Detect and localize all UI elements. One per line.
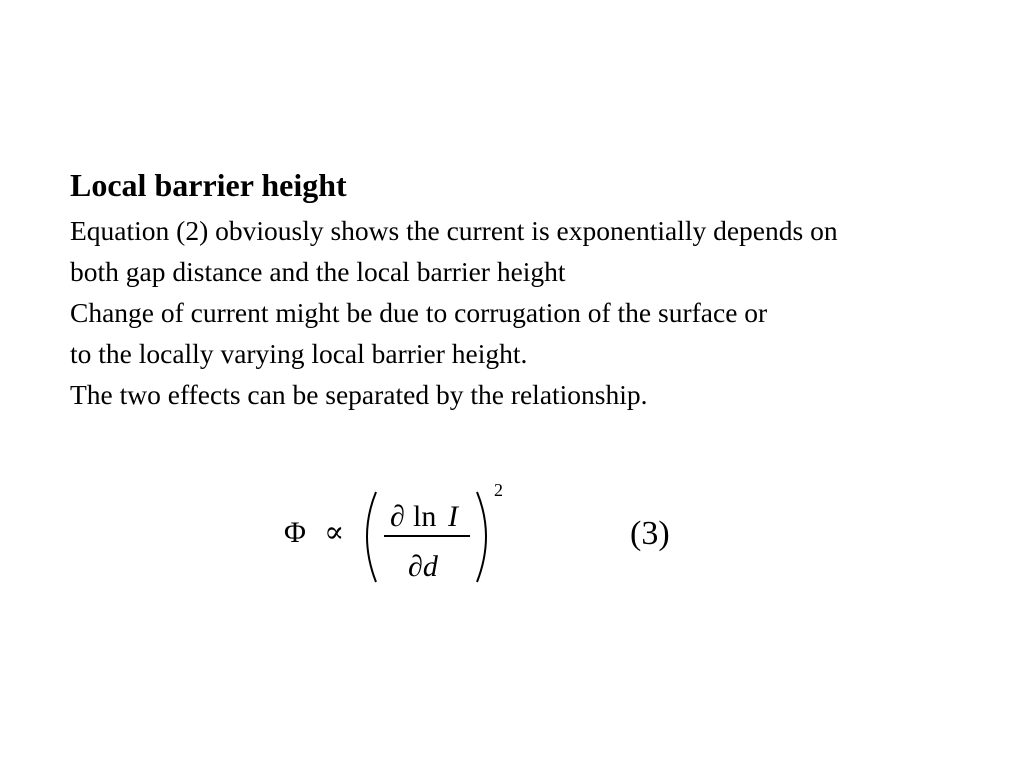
equation-numerator-ln: ln <box>413 500 437 533</box>
body-line-5: The two effects can be separated by the relationship. <box>70 379 648 410</box>
section-heading: Local barrier height <box>70 167 347 203</box>
equation-proportional-sign: ∝ <box>324 516 345 549</box>
body-line-4: to the locally varying local barrier height. <box>70 338 528 369</box>
equation-numerator-partial: ∂ <box>390 500 405 533</box>
equation-denominator: ∂d <box>408 550 438 583</box>
equation-numerator-current: I <box>448 500 458 533</box>
body-line-1: Equation (2) obviously shows the current is exponentially depends on <box>70 215 838 246</box>
body-line-2: both gap distance and the local barrier height <box>70 256 566 287</box>
equation-number: (3) <box>630 515 670 552</box>
equation-3 <box>280 480 700 590</box>
body-line-3: Change of current might be due to corrugation of the surface or <box>70 297 768 328</box>
equation-lhs-phi: Φ <box>284 516 306 549</box>
equation-right-paren <box>477 492 486 582</box>
equation-left-paren <box>367 492 376 582</box>
equation-graphic <box>280 480 700 590</box>
body-paragraph <box>70 210 838 415</box>
equation-exponent: 2 <box>494 480 503 500</box>
